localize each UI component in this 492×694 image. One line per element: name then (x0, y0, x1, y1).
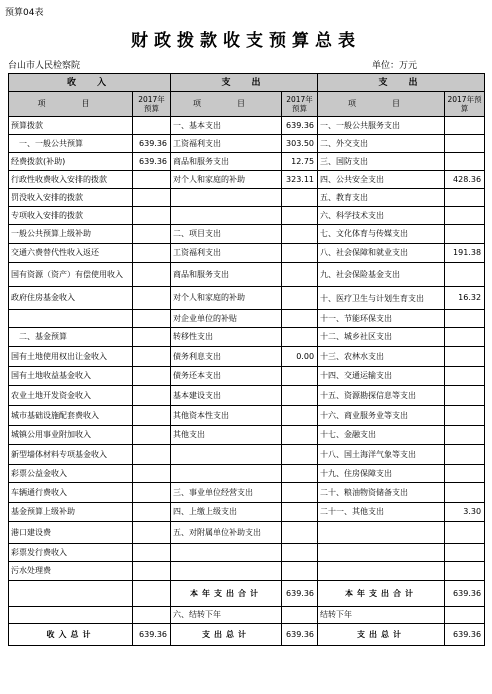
expense-function-item: 六、科学技术支出 (318, 207, 445, 225)
table-row (9, 544, 485, 562)
income-item: 预算拨款 (9, 117, 133, 135)
expense-function-amount (445, 135, 485, 153)
table-row (9, 483, 485, 503)
expense-basic-amount (282, 503, 318, 522)
expense-function-amount (445, 225, 485, 244)
expense-basic-item (171, 465, 282, 483)
expense-basic-amount (282, 367, 318, 386)
income-amount (133, 483, 171, 503)
table-row (9, 465, 485, 483)
income-amount (133, 287, 171, 310)
expense-basic-amount (282, 189, 318, 207)
organization-name: 台山市人民检察院 (8, 61, 81, 71)
table-row (9, 562, 485, 581)
empty-cell (9, 607, 133, 624)
expense-basic-item: 工资福利支出 (171, 135, 282, 153)
expense-basic-amount: 323.11 (282, 171, 318, 189)
expense-basic-item: 一、基本支出 (171, 117, 282, 135)
income-amount: 639.36 (133, 135, 171, 153)
income-amount (133, 522, 171, 544)
income-amount (133, 465, 171, 483)
expense-function-item: 十三、农林水支出 (318, 347, 445, 367)
expense-total-label: 支出总计 (171, 624, 282, 646)
expense-function-amount: 191.38 (445, 244, 485, 263)
expense-function-amount (445, 483, 485, 503)
income-item: 交通六费替代性收入返还 (9, 244, 133, 263)
income-item: 车辆通行费收入 (9, 483, 133, 503)
table-row (9, 310, 485, 328)
expense-basic-item: 对个人和家庭的补助 (171, 171, 282, 189)
expense-basic-item: 对企业单位的补贴 (171, 310, 282, 328)
expense-function-item: 十六、商业服务业等支出 (318, 406, 445, 426)
income-item: 城市基础设施配套费收入 (9, 406, 133, 426)
income-item: 行政性收费收入安排的拨款 (9, 171, 133, 189)
income-item: 一、一般公共预算 (9, 135, 133, 153)
income-item: 国有资源（资产）有偿使用收入 (9, 263, 133, 287)
empty-cell (133, 581, 171, 607)
expense-total-amount-2: 639.36 (445, 624, 485, 646)
expense-function-item: 十二、城乡社区支出 (318, 328, 445, 347)
expense-function-item: 五、教育支出 (318, 189, 445, 207)
income-amount (133, 328, 171, 347)
expense-function-amount (445, 445, 485, 465)
expense-basic-item: 四、上缴上级支出 (171, 503, 282, 522)
empty-cell (9, 581, 133, 607)
expense-basic-item: 其他资本性支出 (171, 406, 282, 426)
expense-function-item (318, 522, 445, 544)
income-amount (133, 207, 171, 225)
expense-function-item: 三、国防支出 (318, 153, 445, 171)
income-amount (133, 544, 171, 562)
expense-basic-item (171, 544, 282, 562)
expense-function-item: 十七、金融支出 (318, 426, 445, 445)
income-amount (133, 406, 171, 426)
expense-basic-amount (282, 406, 318, 426)
expense-function-amount (445, 544, 485, 562)
expense-basic-amount (282, 287, 318, 310)
table-row (9, 503, 485, 522)
table-row (9, 522, 485, 544)
expense-basic-amount (282, 426, 318, 445)
expense-function-amount (445, 406, 485, 426)
income-amount (133, 426, 171, 445)
carry-over-label: 六、结转下年 (171, 607, 282, 624)
income-item: 罚没收入安排的拨款 (9, 189, 133, 207)
table-row (9, 386, 485, 406)
expense-basic-item: 二、项目支出 (171, 225, 282, 244)
income-amount (133, 503, 171, 522)
expense-function-amount (445, 189, 485, 207)
income-item: 城镇公用事业附加收入 (9, 426, 133, 445)
year-total-label: 本年支出合计 (171, 581, 282, 607)
income-amount (133, 244, 171, 263)
expense-total-amount: 639.36 (282, 624, 318, 646)
expense-basic-item (171, 189, 282, 207)
header-year: 2017年预算 (282, 92, 318, 117)
income-total-amount: 639.36 (133, 624, 171, 646)
header-year: 2017年预算 (133, 92, 171, 117)
income-amount (133, 347, 171, 367)
year-total-amount: 639.36 (282, 581, 318, 607)
header-item: 项 目 (318, 92, 445, 117)
table-row (9, 328, 485, 347)
expense-basic-amount (282, 207, 318, 225)
expense-function-item: 八、社会保障和就业支出 (318, 244, 445, 263)
expense-function-amount: 3.30 (445, 503, 485, 522)
income-amount (133, 367, 171, 386)
expense-basic-amount (282, 244, 318, 263)
table-row (9, 244, 485, 263)
income-item: 彩票发行费收入 (9, 544, 133, 562)
expense-basic-item: 其他支出 (171, 426, 282, 445)
expense-function-amount (445, 465, 485, 483)
income-item: 新型墙体材料专项基金收入 (9, 445, 133, 465)
expense-function-amount (445, 310, 485, 328)
expense-function-amount: 428.36 (445, 171, 485, 189)
table-row (9, 347, 485, 367)
expense-function-item: 十八、国土海洋气象等支出 (318, 445, 445, 465)
income-item: 国有土地收益基金收入 (9, 367, 133, 386)
expense-function-item: 二十一、其他支出 (318, 503, 445, 522)
expense-basic-amount (282, 465, 318, 483)
expense-basic-item: 基本建设支出 (171, 386, 282, 406)
expense-function-item: 四、公共安全支出 (318, 171, 445, 189)
table-row (9, 135, 485, 153)
expense-basic-item: 债务利息支出 (171, 347, 282, 367)
table-row (9, 445, 485, 465)
expense-basic-amount: 12.75 (282, 153, 318, 171)
income-amount (133, 310, 171, 328)
income-item: 二、基金预算 (9, 328, 133, 347)
income-item (9, 310, 133, 328)
form-number: 预算04表 (5, 8, 44, 18)
empty-cell (445, 607, 485, 624)
expense-basic-amount (282, 562, 318, 581)
income-item: 港口建设费 (9, 522, 133, 544)
expense-basic-item: 转移性支出 (171, 328, 282, 347)
expense-basic-item: 商品和服务支出 (171, 263, 282, 287)
income-item: 基金预算上级补助 (9, 503, 133, 522)
table-row (9, 225, 485, 244)
unit-label: 单位：万元 (372, 61, 418, 71)
income-amount (133, 189, 171, 207)
header-year: 2017年预算 (445, 92, 485, 117)
income-item: 农业土地开发资金收入 (9, 386, 133, 406)
expense-basic-amount (282, 544, 318, 562)
expense-function-amount: 16.32 (445, 287, 485, 310)
empty-cell (282, 607, 318, 624)
expense-function-item: 二、外交支出 (318, 135, 445, 153)
expense-basic-item (171, 562, 282, 581)
income-amount (133, 225, 171, 244)
expense-function-amount (445, 207, 485, 225)
table-row (9, 367, 485, 386)
expense-function-amount (445, 426, 485, 445)
expense-basic-item (171, 445, 282, 465)
expense-function-item: 十一、节能环保支出 (318, 310, 445, 328)
table-row (9, 406, 485, 426)
expense-basic-item (171, 207, 282, 225)
expense-function-amount (445, 117, 485, 135)
table-row (9, 171, 485, 189)
empty-cell (133, 607, 171, 624)
expense-function-amount (445, 367, 485, 386)
budget-table (8, 73, 485, 646)
table-row (9, 287, 485, 310)
income-item: 经费拨款(补助) (9, 153, 133, 171)
expense-basic-amount (282, 386, 318, 406)
income-item: 一般公共预算上级补助 (9, 225, 133, 244)
expense-basic-amount (282, 522, 318, 544)
expense-function-item: 十四、交通运输支出 (318, 367, 445, 386)
expense-function-amount (445, 328, 485, 347)
expense-basic-amount (282, 483, 318, 503)
expense-function-item: 一、一般公共服务支出 (318, 117, 445, 135)
expense-function-amount (445, 263, 485, 287)
income-item: 专项收入安排的拨款 (9, 207, 133, 225)
expense-basic-amount (282, 328, 318, 347)
expense-basic-amount (282, 263, 318, 287)
income-total-label: 收入总计 (9, 624, 133, 646)
income-amount: 639.36 (133, 153, 171, 171)
income-item: 污水处理费 (9, 562, 133, 581)
expense-function-amount (445, 386, 485, 406)
expense-function-amount (445, 562, 485, 581)
header-item: 项 目 (9, 92, 133, 117)
expense-basic-amount (282, 310, 318, 328)
income-amount (133, 386, 171, 406)
income-item: 国有土地使用权出让金收入 (9, 347, 133, 367)
expense-basic-amount: 0.00 (282, 347, 318, 367)
year-total-amount-2: 639.36 (445, 581, 485, 607)
table-row (9, 153, 485, 171)
expense-function-item: 十九、住房保障支出 (318, 465, 445, 483)
expense-basic-item: 工资福利支出 (171, 244, 282, 263)
expense-basic-amount: 639.36 (282, 117, 318, 135)
table-row (9, 189, 485, 207)
income-amount (133, 445, 171, 465)
expense-basic-item: 五、对附属单位补助支出 (171, 522, 282, 544)
income-amount (133, 562, 171, 581)
expense-basic-item: 对个人和家庭的补助 (171, 287, 282, 310)
expense-function-item (318, 562, 445, 581)
table-row (9, 426, 485, 445)
expense-total-label-2: 支出总计 (318, 624, 445, 646)
table-row (9, 117, 485, 135)
expense-function-amount (445, 522, 485, 544)
section-income: 收 入 (9, 74, 171, 92)
expense-basic-item: 三、事业单位经营支出 (171, 483, 282, 503)
table-row (9, 207, 485, 225)
section-expense-basic: 支 出 (171, 74, 318, 92)
expense-basic-item: 商品和服务支出 (171, 153, 282, 171)
expense-function-item: 十五、资源勘探信息等支出 (318, 386, 445, 406)
year-total-label-2: 本年支出合计 (318, 581, 445, 607)
page-title: 财政拨款收支预算总表 (131, 31, 361, 51)
expense-function-amount (445, 347, 485, 367)
expense-basic-amount (282, 225, 318, 244)
expense-function-amount (445, 153, 485, 171)
income-amount (133, 171, 171, 189)
expense-function-item: 九、社会保险基金支出 (318, 263, 445, 287)
carry-over-label-2: 结转下年 (318, 607, 445, 624)
section-expense-function: 支 出 (318, 74, 485, 92)
expense-function-item: 七、文化体育与传媒支出 (318, 225, 445, 244)
income-amount (133, 263, 171, 287)
expense-basic-amount (282, 445, 318, 465)
expense-function-item (318, 544, 445, 562)
table-row (9, 263, 485, 287)
expense-function-item: 二十、粮油物资储备支出 (318, 483, 445, 503)
income-item: 政府住房基金收入 (9, 287, 133, 310)
income-amount (133, 117, 171, 135)
header-item: 项 目 (171, 92, 282, 117)
expense-basic-amount: 303.50 (282, 135, 318, 153)
expense-function-item: 十、医疗卫生与计划生育支出 (318, 287, 445, 310)
income-item: 彩票公益金收入 (9, 465, 133, 483)
expense-basic-item: 债务还本支出 (171, 367, 282, 386)
